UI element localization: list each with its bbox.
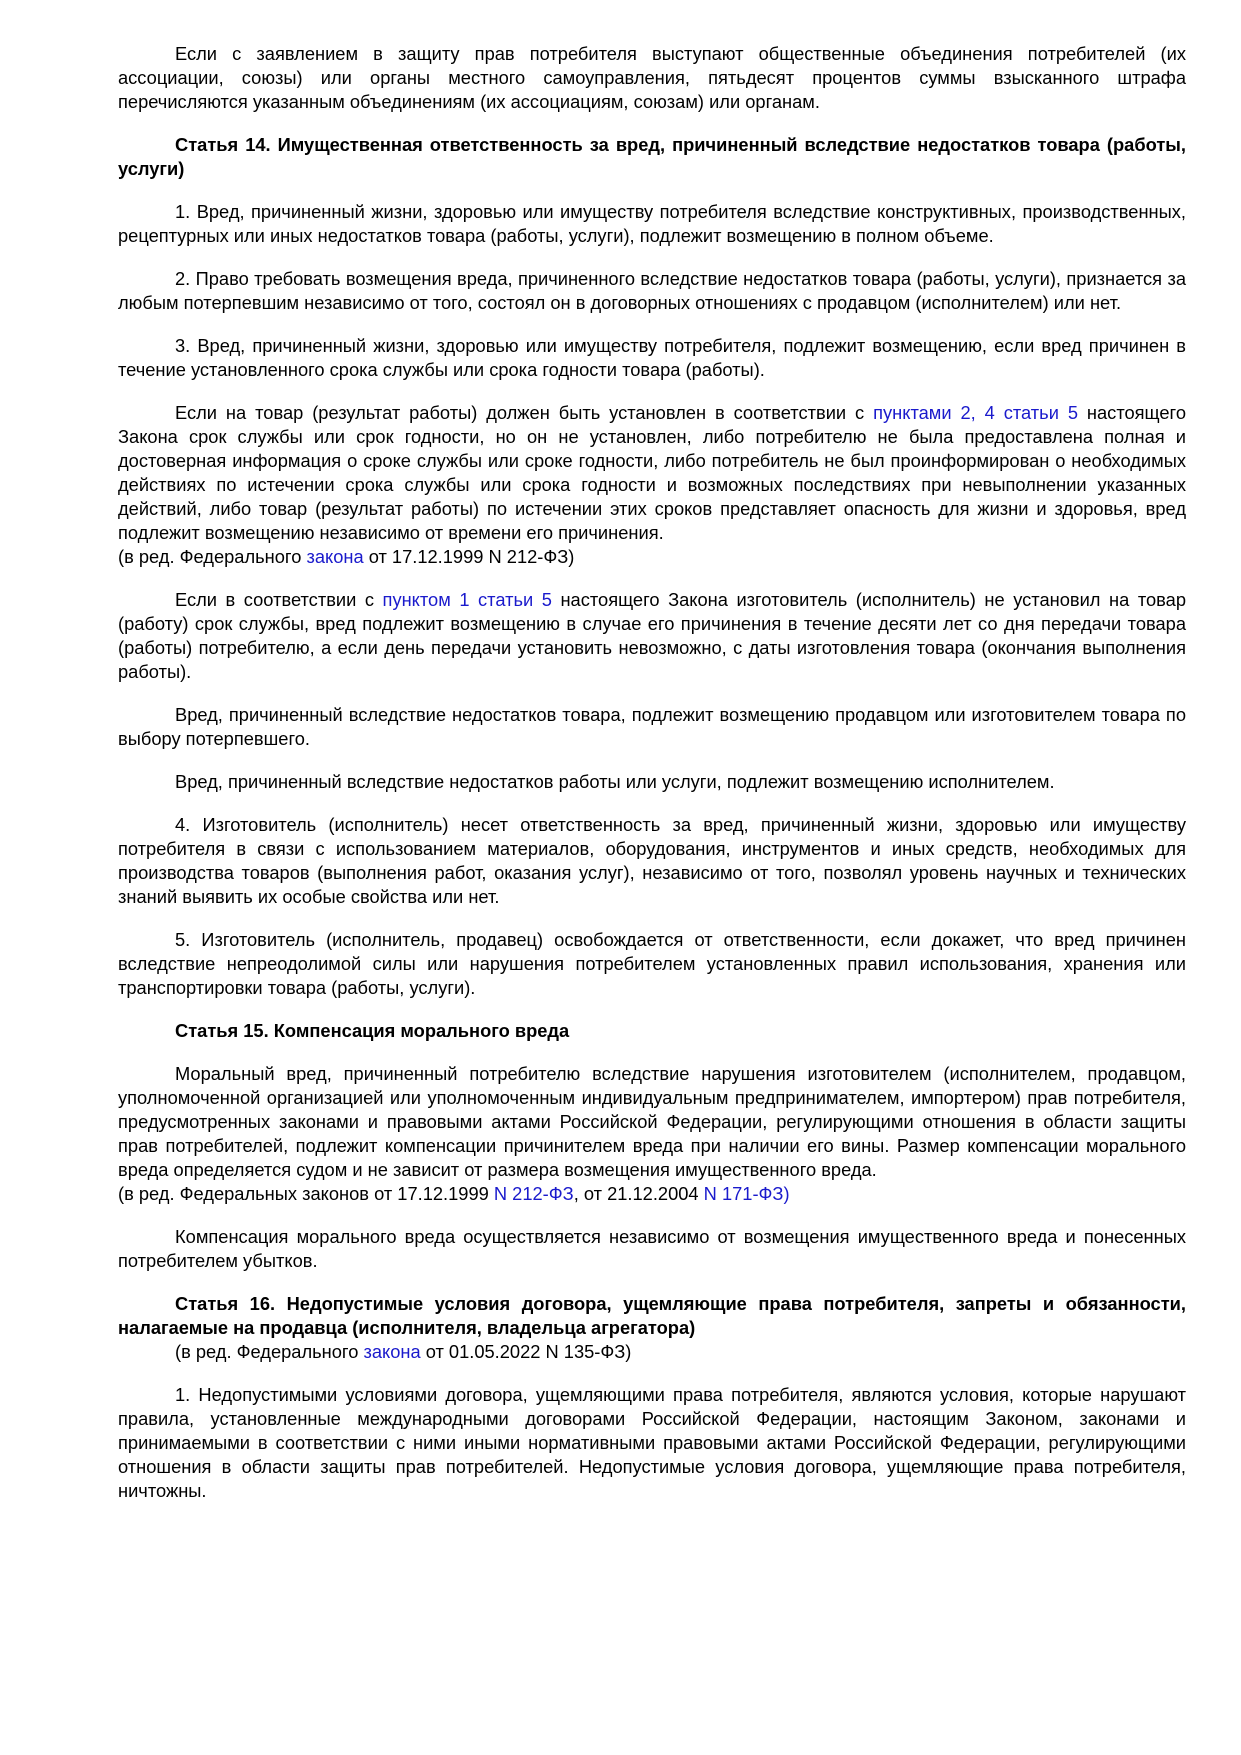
- intro-paragraph: Если с заявлением в защиту прав потребителя выступают общественные объединения потребителей (их ассоциации, союзы) или органы местного самоуправления, пятьдесят процентов суммы взысканного штрафа перечисляются указанным объединениям (их ассоциациям, союзам) или органам.: [118, 43, 1186, 112]
- article-14-paragraph-5: [118, 588, 1186, 684]
- link-law[interactable]: закона: [363, 1341, 421, 1362]
- article-15-paragraph-2: Компенсация морального вреда осуществляется независимо от возмещения имущественного вреда и понесенных потребителем убытков.: [118, 1226, 1186, 1271]
- note-text: (в ред. Федеральных законов от 17.12.1999: [118, 1183, 494, 1204]
- document-page: [118, 42, 1186, 1522]
- link-law-212[interactable]: N 212-ФЗ: [493, 1183, 574, 1204]
- amendment-note: [118, 545, 1186, 569]
- article-14-paragraph-6: Вред, причиненный вследствие недостатков товара, подлежит возмещению продавцом или изготовителем товара по выбору потерпевшего.: [118, 704, 1186, 749]
- paragraph-text: настоящего Закона срок службы или срок годности, но он не установлен, либо потребителю не была предоставлена полная и достоверная информация о сроке службы или сроке годности, либо потребитель не был проинформирован о необходимых действиях по истечении срока службы или срока годности и возможных последствиях при невыполнении указанных действий, либо товар (результат работы) по истечении этих сроков представляет опасность для жизни и здоровья, вред подлежит возмещению независимо от времени его причинения.: [118, 402, 1186, 543]
- article-14-paragraph-4-block: [118, 401, 1186, 569]
- article-15-paragraph-1-block: [118, 1062, 1186, 1206]
- link-points-2-4-article-5[interactable]: пунктами 2, 4 статьи 5: [873, 402, 1078, 423]
- amendment-note: [118, 1182, 1186, 1206]
- paragraph-text: настоящего Закона изготовитель (исполнитель) не установил на товар (работу) срок службы, вред подлежит возмещению в случае его причинения в течение десяти лет со дня передачи товара (работы) потребителю, а если день передачи установить невозможно, с даты изготовления товара (окончания выполнения работы).: [118, 589, 1186, 682]
- note-text: от 17.12.1999 N 212-ФЗ): [363, 546, 575, 567]
- link-law-171[interactable]: N 171-ФЗ): [703, 1183, 790, 1204]
- paragraph-text: Если на товар (результат работы) должен быть установлен в соответствии с: [175, 402, 874, 423]
- amendment-note: [118, 1340, 1186, 1364]
- article-16-heading: Статья 16. Недопустимые условия договора, ущемляющие права потребителя, запреты и обязанности, налагаемые на продавца (исполнителя, владельца агрегатора): [118, 1293, 1186, 1338]
- article-14-paragraph-8: 4. Изготовитель (исполнитель) несет ответственность за вред, причиненный жизни, здоровью или имуществу потребителя в связи с использованием материалов, оборудования, инструментов и иных средств, необходимых для производства товаров (выполнения работ, оказания услуг), независимо от того, позволял уровень научных и технических знаний выявить их особые свойства или нет.: [118, 814, 1186, 907]
- article-14-paragraph-3: 3. Вред, причиненный жизни, здоровью или имуществу потребителя, подлежит возмещению, если вред причинен в течение установленного срока службы или срока годности товара (работы).: [118, 335, 1186, 380]
- article-16-paragraph-1: 1. Недопустимыми условиями договора, ущемляющими права потребителя, являются условия, которые нарушают правила, установленные международными договорами Российской Федерации, настоящим Законом, законами и принимаемыми в соответствии с ними иными нормативными правовыми актами Российской Федерации, регулирующими отношения в области защиты прав потребителей. Недопустимые условия договора, ущемляющие права потребителя, ничтожны.: [118, 1384, 1186, 1501]
- note-text: от 01.05.2022 N 135-ФЗ): [420, 1341, 632, 1362]
- article-14-paragraph-1: 1. Вред, причиненный жизни, здоровью или имуществу потребителя вследствие конструктивных, производственных, рецептурных или иных недостатков товара (работы, услуги), подлежит возмещению в полном объеме.: [118, 201, 1186, 246]
- link-law[interactable]: закона: [306, 546, 364, 567]
- article-14-heading: Статья 14. Имущественная ответственность за вред, причиненный вследствие недостатков товара (работы, услуги): [118, 134, 1186, 179]
- article-14-paragraph-2: 2. Право требовать возмещения вреда, причиненного вследствие недостатков товара (работы, услуги), признается за любым потерпевшим независимо от того, состоял он в договорных отношениях с продавцом (исполнителем) или нет.: [118, 268, 1186, 313]
- link-point-1-article-5[interactable]: пунктом 1 статьи 5: [382, 589, 552, 610]
- note-text: (в ред. Федерального: [118, 546, 307, 567]
- article-16-heading-block: [118, 1292, 1186, 1364]
- article-15-paragraph-1: Моральный вред, причиненный потребителю вследствие нарушения изготовителем (исполнителем, продавцом, уполномоченной организацией или уполномоченным индивидуальным предпринимателем, импортером) прав потребителя, предусмотренных законами и правовыми актами Российской Федерации, регулирующими отношения в области защиты прав потребителей, подлежит компенсации причинителем вреда при наличии его вины. Размер компенсации морального вреда определяется судом и не зависит от размера возмещения имущественного вреда.: [118, 1063, 1186, 1180]
- article-14-paragraph-9: 5. Изготовитель (исполнитель, продавец) освобождается от ответственности, если докажет, что вред причинен вследствие непреодолимой силы или нарушения потребителем установленных правил использования, хранения или транспортировки товара (работы, услуги).: [118, 929, 1186, 998]
- paragraph-text: Если в соответствии с: [175, 589, 383, 610]
- article-15-heading: Статья 15. Компенсация морального вреда: [175, 1020, 570, 1041]
- article-14-paragraph-7: Вред, причиненный вследствие недостатков работы или услуги, подлежит возмещению исполнителем.: [175, 771, 1055, 792]
- article-14-paragraph-4: [118, 401, 1186, 545]
- note-text: , от 21.12.2004: [573, 1183, 704, 1204]
- note-text: (в ред. Федерального: [175, 1341, 364, 1362]
